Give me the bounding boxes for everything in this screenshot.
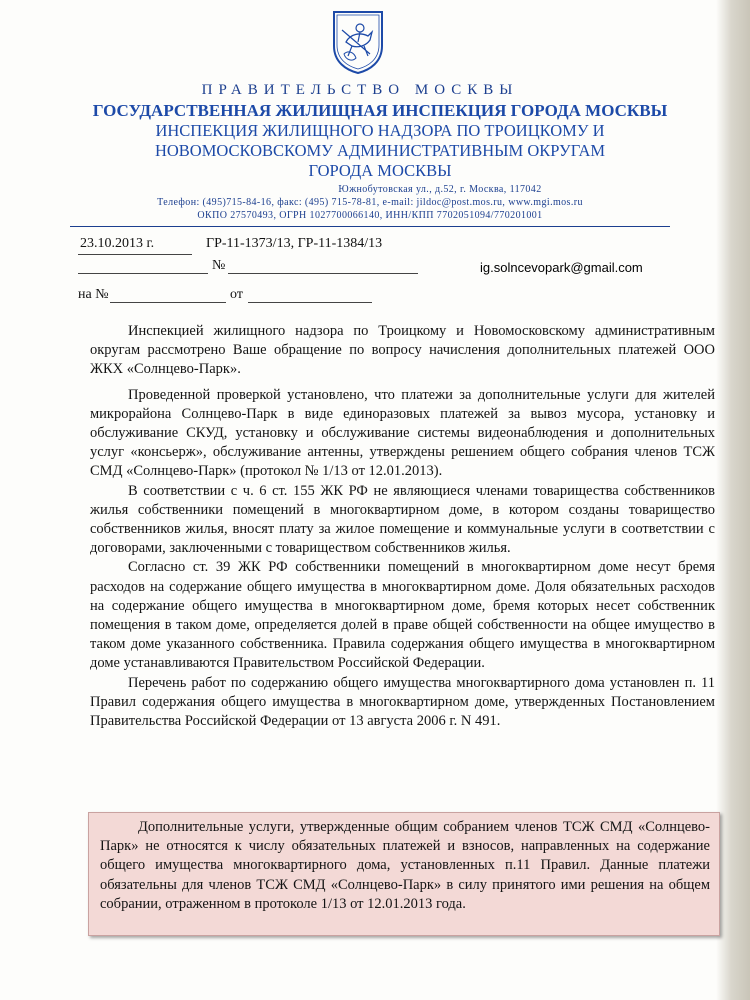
- recipient-email[interactable]: ig.solncevopark@gmail.com: [480, 260, 643, 275]
- subdivision-title: [80, 121, 680, 181]
- address-block: [80, 183, 680, 196]
- letter-body: [90, 322, 715, 731]
- from-label: от: [230, 287, 243, 302]
- letter-date: 23.10.2013 г.: [80, 236, 155, 251]
- subdivision-line-2: НОВОМОСКОВСКОМУ АДМИНИСТРАТИВНЫМ ОКРУГАМ: [154, 141, 606, 160]
- subdivision-line-1: ИНСПЕКЦИЯ ЖИЛИЩНОГО НАДЗОРА ПО ТРОИЦКОМУ И: [155, 121, 605, 140]
- paragraph-2: Проведенной проверкой установлено, что платежи за дополнительные услуги для жителей микрорайона Солнцево-Парк в виде единоразовых платежей за вывоз мусора, установку и обслуживание СКУД, установку и обслуживание системы видеонаблюдения и дополнительных услуг «консьерж», обслуживание антенны, утверждены решением общего собрания членов ТСЖ СМД «Солнцево-Парк» (протокол № 1/13 от 12.01.2013).: [90, 386, 715, 480]
- page-edge-shadow: [716, 0, 750, 1000]
- subdivision-line-3: ГОРОДА МОСКВЫ: [308, 161, 452, 180]
- reference-date-line: [248, 302, 372, 303]
- codes-line: ОКПО 27570493, ОГРН 1027700066140, ИНН/КПП 7702051094/770201001: [197, 210, 543, 221]
- paragraph-1: Инспекцией жилищного надзора по Троицкому и Новомосковскому административным округам рассмотрено Ваше обращение по вопросу начисления дополнительных платежей ООО ЖКХ «Солнцево-Парк».: [90, 323, 715, 378]
- inspection-title: ГОСУДАРСТВЕННАЯ ЖИЛИЩНАЯ ИНСПЕКЦИЯ ГОРОДА МОСКВЫ: [92, 101, 668, 120]
- moscow-coat-of-arms-icon: [330, 8, 386, 74]
- contacts-line: Телефон: (495)715-84-16, факс: (495) 715-78-81, e-mail: jildoc@post.mos.ru, www.mgi.mos.ru: [157, 197, 583, 208]
- reference-number-line: [110, 302, 226, 303]
- address-line: Южнобутовская ул., д.52, г. Москва, 117042: [338, 184, 542, 195]
- paragraph-4: Согласно ст. 39 ЖК РФ собственники помещений в многоквартирном доме несут бремя расходов на содержание общего имущества в многоквартирном доме. Доля обязательных расходов на содержание общего имущества в многоквартирном доме, бремя которых несет собственник помещения в таком доме, определяется долей в праве общей собственности на общее имущество в таком доме указанного собственника. Правила содержания общего имущества в многоквартирном доме устанавливаются Правительством Российской Федерации.: [90, 559, 715, 672]
- letter-numbers: ГР-11-1373/13, ГР-11-1384/13: [206, 236, 383, 251]
- blank-date-line: [78, 273, 208, 274]
- blank-number-line: [228, 273, 418, 274]
- paragraph-5: Перечень работ по содержанию общего имущества многоквартирного дома установлен п. 11 Правил содержания общего имущества в многоквартирном доме, утвержденных Постановлением Правительства Российской Федерации от 13 августа 2006 г. N 491.: [90, 674, 715, 730]
- government-title: ПРАВИТЕЛЬСТВО МОСКВЫ: [201, 82, 519, 98]
- date-underline: [78, 254, 192, 255]
- number-label: №: [212, 258, 226, 273]
- reference-label: на №: [78, 287, 109, 302]
- contacts-block: [80, 196, 660, 222]
- paragraph-3: В соответствии с ч. 6 ст. 155 ЖК РФ не являющиеся членами товарищества собственников жилья собственники помещений в многоквартирном доме, в котором созданы товарищество собственников жилья, вносят плату за жилое помещение и коммунальные услуги в соответствии с договорами, заключенными с товариществом собственников жилья.: [90, 482, 715, 557]
- header-divider: [70, 226, 670, 227]
- paragraph-6-highlighted: Дополнительные услуги, утвержденные общим собранием членов ТСЖ СМД «Солнцево-Парк» не относятся к числу обязательных платежей и взносов, направленных на содержание общего имущества многоквартирного дома, установленных п.11 Правил. Данные платежи обязательны для членов ТСЖ СМД «Солнцево-Парк» в силу принятого ими решения на общем собрании, отраженном в протоколе 1/13 от 12.01.2013 года.: [100, 819, 710, 912]
